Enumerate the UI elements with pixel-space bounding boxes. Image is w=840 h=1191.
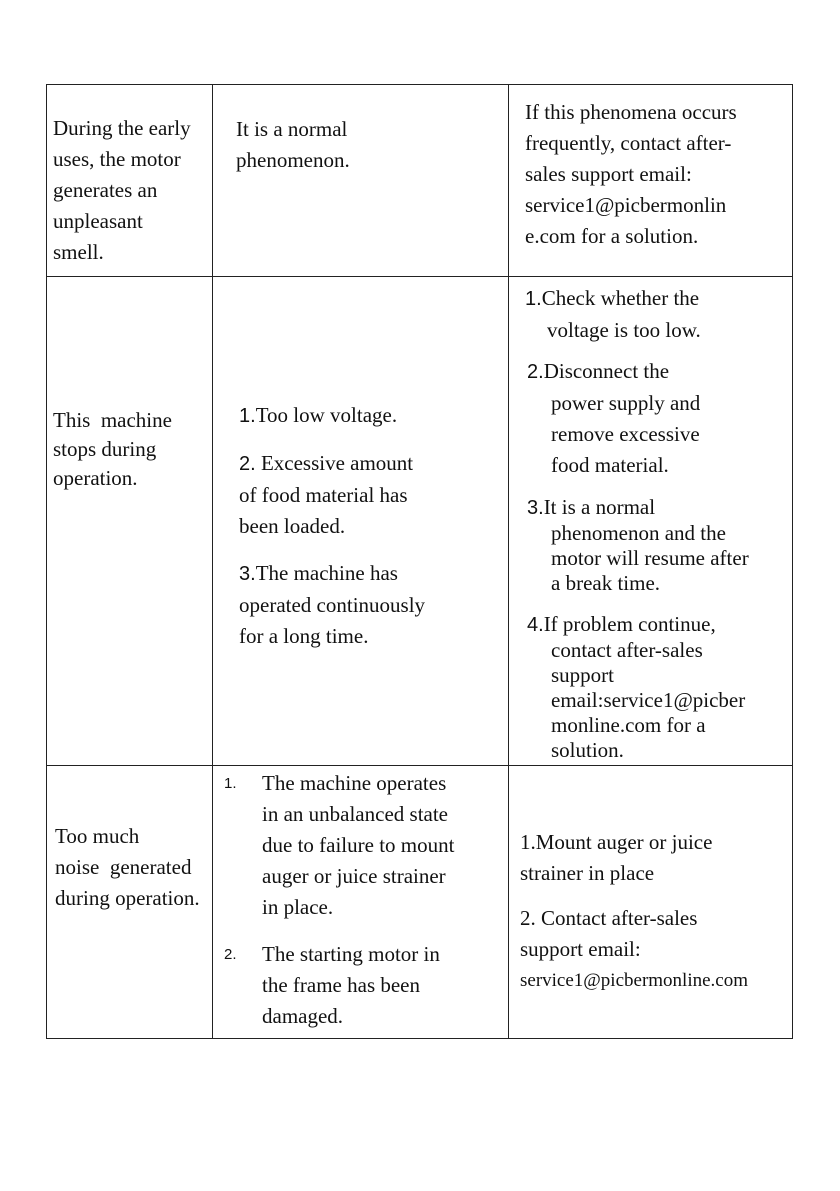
list-item: 3.The machine has operated continuously for a long time.	[239, 561, 426, 648]
row3-causes	[224, 768, 454, 1032]
column-divider	[212, 84, 213, 1039]
list-item: 1.Mount auger or juice strainer in place	[520, 830, 713, 885]
list-item: 3.It is a normal phenomenon and the motor will resume after a break time.	[527, 495, 749, 595]
row2-problem: This machine stops during operation.	[53, 408, 172, 490]
row2-solutions	[525, 283, 749, 763]
list-item: 1.Check whether the voltage is too low.	[525, 286, 701, 342]
list-item: 1.Too low voltage.	[239, 403, 398, 427]
list-item: 2.Disconnect the power supply and remove excessive food material.	[527, 359, 701, 477]
list-item: 2. Contact after-sales support email: service1@picbermonline.com	[520, 906, 748, 991]
row-divider	[46, 276, 793, 277]
row1-solution: If this phenomena occurs frequently, contact after- sales support email: service1@picbermonlin e.com for a solution.	[525, 100, 737, 248]
column-divider	[508, 84, 509, 1039]
list-item: 2. Excessive amount of food material has been loaded.	[239, 451, 414, 538]
row3-solutions	[520, 827, 748, 996]
row3-problem: Too much noise generated during operation.	[55, 824, 200, 910]
list-item: 1. The machine operates in an unbalanced state due to failure to mount auger or juice strainer in place.	[224, 771, 455, 919]
list-item: 4.If problem continue, contact after-sales support email:service1@picber monline.com for a solution.	[527, 612, 746, 762]
list-item: 2. The starting motor in the frame has been damaged.	[224, 942, 440, 1028]
row2-causes	[239, 400, 425, 652]
row1-problem: During the early uses, the motor generates an unpleasant smell.	[53, 116, 191, 264]
row-divider	[46, 765, 793, 766]
row1-cause: It is a normal phenomenon.	[236, 117, 350, 172]
